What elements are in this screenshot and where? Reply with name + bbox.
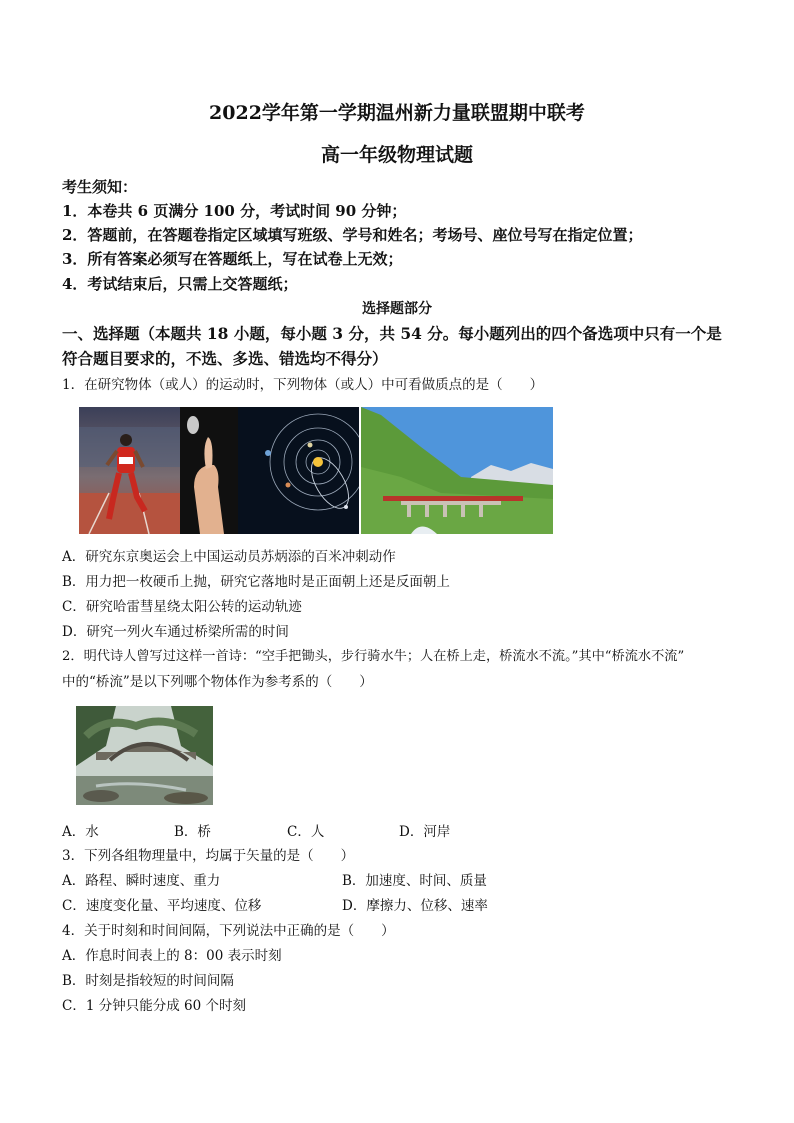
exam-title: 2022学年第一学期温州新力量联盟期中联考 bbox=[209, 102, 585, 124]
option: C．1 分钟只能分成 60 个时刻 bbox=[62, 998, 246, 1014]
option: D．河岸 bbox=[399, 824, 451, 840]
notice-item: 3．所有答案必须写在答题纸上，写在试卷上无效； bbox=[62, 250, 403, 268]
question-stem: 1．在研究物体（或人）的运动时，下列物体（或人）中可看做质点的是（ ） bbox=[62, 377, 544, 393]
notice-item: 2．答题前，在答题卷指定区域填写班级、学号和姓名；考场号、座位号写在指定位置； bbox=[62, 226, 643, 244]
solar-orbit-image bbox=[238, 407, 359, 534]
stone-bridge-image bbox=[76, 706, 213, 805]
option: A．研究东京奥运会上中国运动员苏炳添的百米冲刺动作 bbox=[62, 549, 396, 565]
option: B．加速度、时间、质量 bbox=[342, 873, 487, 889]
option: D．研究一列火车通过桥梁所需的时间 bbox=[62, 624, 289, 640]
option: A．作息时间表上的 8：00 表示时刻 bbox=[62, 948, 282, 964]
option: A．水 bbox=[62, 824, 99, 840]
option: C．人 bbox=[287, 824, 325, 840]
notice-item: 1．本卷共 6 页满分 100 分，考试时间 90 分钟； bbox=[62, 202, 407, 220]
option: D．摩擦力、位移、速率 bbox=[342, 898, 488, 914]
option: B．时刻是指较短的时间间隔 bbox=[62, 973, 234, 989]
option: B．桥 bbox=[174, 824, 211, 840]
option: A．路程、瞬时速度、重力 bbox=[62, 873, 221, 889]
question-stem: 4．关于时刻和时间间隔，下列说法中正确的是（ ） bbox=[62, 923, 395, 939]
question-stem: 2．明代诗人曾写过这样一首诗：“空手把锄头，步行骑水牛；人在桥上走，桥流水不流。”其中“桥流水不流” bbox=[62, 649, 685, 664]
question-stem: 中的“桥流”是以下列哪个物体作为参考系的（ ） bbox=[62, 674, 373, 690]
coin-toss-image bbox=[180, 407, 238, 534]
section-instruction: 一、选择题（本题共 18 小题，每小题 3 分，共 54 分。每小题列出的四个备选项中只有一个是 bbox=[62, 324, 722, 343]
section-label: 选择题部分 bbox=[362, 301, 432, 317]
sprinter-image bbox=[79, 407, 180, 534]
option: B．用力把一枚硬币上抛，研究它落地时是正面朝上还是反面朝上 bbox=[62, 574, 450, 590]
question-stem: 3．下列各组物理量中，均属于矢量的是（ ） bbox=[62, 848, 355, 864]
notice-item: 4．考试结束后，只需上交答题纸； bbox=[62, 275, 298, 293]
option: C．研究哈雷彗星绕太阳公转的运动轨迹 bbox=[62, 599, 302, 615]
train-bridge-image bbox=[361, 407, 553, 534]
exam-subtitle: 高一年级物理试题 bbox=[320, 144, 473, 166]
notice-heading: 考生须知： bbox=[62, 178, 138, 196]
option: C．速度变化量、平均速度、位移 bbox=[62, 898, 262, 914]
section-instruction: 符合题目要求的，不选、多选、错选均不得分） bbox=[62, 349, 388, 368]
